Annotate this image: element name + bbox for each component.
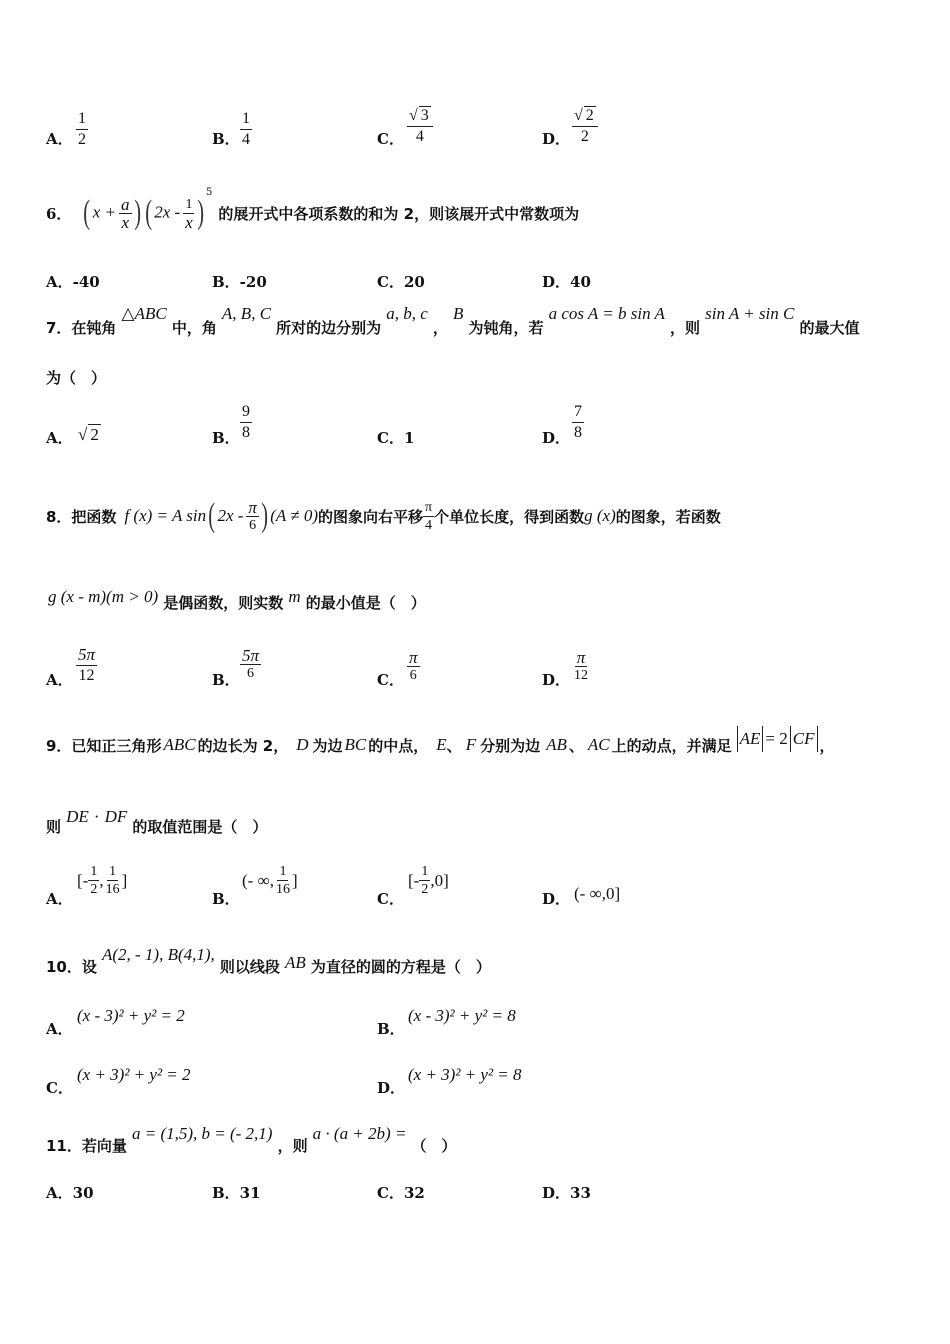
q10-option-c-value: (x + 3)² + y² = 2 xyxy=(77,1065,191,1084)
q8-g-function: g (x) xyxy=(584,506,616,525)
q6-text: 的展开式中各项系数的和为 2，则该展开式中常数项为 xyxy=(218,204,580,223)
q5-option-d-label: D． xyxy=(542,130,571,148)
q5-option-c-label: C． xyxy=(377,130,404,148)
q6-option-d: D．40 xyxy=(542,273,591,291)
question-8-line-2 xyxy=(48,586,426,612)
q8-text-2: 个单位长度，得到函数 xyxy=(434,507,585,526)
q9-text-7: 则 xyxy=(46,818,62,836)
q6-option-b: B．-20 xyxy=(212,273,267,291)
q5-option-b-label: B． xyxy=(212,130,240,148)
q8-option-a-label: A． xyxy=(46,671,73,689)
q7-text-4: 为钝角，若 xyxy=(468,319,544,337)
q9-sep-1: 、 xyxy=(446,736,462,755)
q7-option-b-value: $\frac{9}{8}$ xyxy=(242,403,250,441)
q9-text-6: ， xyxy=(819,736,835,755)
q9-option-b-label: B． xyxy=(212,890,240,908)
q8-text-5: 的最小值是（ ） xyxy=(305,594,426,612)
q9-option-a-label: A． xyxy=(46,890,73,908)
q7-option-d-label: D． xyxy=(542,429,571,447)
q8-option-c-label: C． xyxy=(377,671,404,689)
q9-option-d-value: (- ∞,0] xyxy=(574,884,621,903)
q9-option-d-label: D． xyxy=(542,890,571,908)
q9-option-a-value: [- $\frac{1}{2}$ , $\frac{1}{16}$ ] xyxy=(77,864,128,897)
q11-text-2: （ ） xyxy=(411,1137,457,1155)
q8-m: m xyxy=(288,587,301,606)
q9-text-8: 的取值范围是（ ） xyxy=(132,818,268,836)
q7-option-d-value: $\frac{7}{8}$ xyxy=(574,403,582,441)
q7-angles: A, B, C xyxy=(221,304,272,323)
q9-vector-df: DF xyxy=(104,807,128,826)
q7-option-a-label: A． xyxy=(46,429,73,447)
q9-condition: AE = 2 CF xyxy=(735,726,820,752)
q8-text-4: 是偶函数，则实数 xyxy=(163,594,284,612)
q9-text-2: 为边 xyxy=(312,736,343,755)
q11-option-b: B．31 xyxy=(212,1184,261,1202)
q7-number: 7．在钝角 xyxy=(46,319,117,337)
q8-option-d-value: $\frac{\pi}{12}$ xyxy=(574,648,588,683)
q11-number: 11．若向量 xyxy=(46,1137,127,1155)
q9-vector-de: DE xyxy=(66,807,89,826)
q10-option-b-label: B． xyxy=(377,1020,405,1038)
q9-option-c-value: [- $\frac{1}{2}$ ,0] xyxy=(408,864,449,897)
q9-sep-2: 、 xyxy=(568,736,584,755)
q9-ab: AB xyxy=(546,735,567,754)
q7-text-6: 的最大值 xyxy=(799,319,860,337)
q9-d: D xyxy=(296,735,309,754)
q7-line-2: 为（ ） xyxy=(46,369,107,387)
q8-inner: 2x - xyxy=(217,506,244,525)
q5-option-d-value: $\frac{√ 2}{2}$ xyxy=(572,106,598,146)
q10-option-b-value: (x - 3)² + y² = 8 xyxy=(408,1006,516,1025)
q7-text-2: 所对的边分别为 xyxy=(276,319,382,337)
q8-pi-over-6: $\frac{\pi}{6}$ xyxy=(248,497,257,533)
q10-option-a-label: A． xyxy=(46,1020,73,1038)
q8-number: 8．把函数 xyxy=(46,507,117,526)
q7-target-expr: sin A + sin C xyxy=(705,304,795,323)
question-11 xyxy=(46,1123,457,1155)
q10-option-a-value: (x - 3)² + y² = 2 xyxy=(77,1006,185,1025)
q10-option-c-label: C． xyxy=(46,1079,73,1097)
q9-ac: AC xyxy=(587,735,610,754)
question-7-line-1 xyxy=(46,303,860,337)
q8-shifted-function: g (x - m)(m > 0) xyxy=(48,587,159,606)
q7-condition: a cos A = b sin A xyxy=(548,304,665,323)
q11-expression: a · (a + 2b) = xyxy=(312,1124,407,1143)
q9-dot: · xyxy=(93,807,100,826)
q9-text-3: 的中点， xyxy=(368,736,429,755)
question-9-line-1 xyxy=(46,730,835,760)
q8-option-a-value: $\frac{5\pi}{12}$ xyxy=(78,645,96,684)
q7-text-3: ， xyxy=(432,319,448,337)
q7-option-a-value: √ 2 xyxy=(78,425,99,444)
q10-points: A(2, - 1), B(4,1), xyxy=(101,945,215,964)
q10-option-d-label: D． xyxy=(377,1079,406,1097)
q9-bc: BC xyxy=(344,735,367,754)
q8-text-1: 的图象向右平移 xyxy=(318,507,424,526)
q8-option-b-value: $\frac{5\pi}{6}$ xyxy=(242,646,260,681)
q11-text-1: ，则 xyxy=(277,1137,308,1155)
q9-option-b-value: (- ∞, $\frac{1}{16}$ ] xyxy=(242,864,298,897)
q7-text-5: ，则 xyxy=(670,319,701,337)
q7-angle-b: B xyxy=(452,304,464,323)
q7-text-1: 中，角 xyxy=(171,319,217,337)
q9-number: 9．已知正三角形 xyxy=(46,736,162,755)
q9-option-c-label: C． xyxy=(377,890,404,908)
q10-text-2: 为直径的圆的方程是（ ） xyxy=(310,958,491,976)
q10-text-1: 则以线段 xyxy=(219,958,280,976)
q6-expression: ( x + $\frac{a}{x}$ ) ( 2x - $\frac{1}{x}$ )$^5$ xyxy=(83,187,213,232)
q9-text-5: 上的动点，并满足 xyxy=(611,736,732,755)
q10-option-d-value: (x + 3)² + y² = 8 xyxy=(408,1065,522,1084)
q9-text-4: 分别为边 xyxy=(480,736,541,755)
q6-number: 6． xyxy=(46,204,72,223)
q7-sides: a, b, c xyxy=(386,304,428,323)
q9-f: F xyxy=(465,735,477,754)
question-6 xyxy=(46,188,579,238)
question-9-line-2 xyxy=(46,806,268,836)
q10-ab: AB xyxy=(285,953,306,972)
q5-option-c-value: $\frac{√ 3}{4}$ xyxy=(407,106,433,146)
q7-option-c: C．1 xyxy=(377,429,415,447)
q11-vectors: a = (1,5), b = (- 2,1) xyxy=(131,1124,273,1143)
question-8-line-1: 8．把函数 f (x) = A sin ( 2x - $\frac{\pi}{6}$ ) (A ≠ 0) 的图象向右平移 $\frac{\pi}{4}$ 个单位长度，得到函数 g (x) 的图象，若函数 xyxy=(46,497,721,534)
q8-shift: $\frac{\pi}{4}$ xyxy=(425,499,433,533)
q7-triangle: △ABC xyxy=(121,304,167,323)
q11-option-c: C．32 xyxy=(377,1184,425,1202)
q5-option-b-value: $\frac{1}{4}$ xyxy=(242,110,250,148)
q7-option-b-label: B． xyxy=(212,429,240,447)
q6-option-c: C．20 xyxy=(377,273,425,291)
q8-option-b-label: B． xyxy=(212,671,240,689)
q8-function: f (x) = A sin xyxy=(124,506,207,525)
q8-condition: (A ≠ 0) xyxy=(270,506,318,525)
q8-option-d-label: D． xyxy=(542,671,571,689)
q9-triangle: ABC xyxy=(163,735,196,754)
question-10 xyxy=(46,944,491,976)
q11-option-d: D．33 xyxy=(542,1184,591,1202)
q6-option-a: A．-40 xyxy=(46,273,100,291)
q8-option-c-value: $\frac{\pi}{6}$ xyxy=(409,648,418,683)
q8-text-3: 的图象，若函数 xyxy=(615,507,721,526)
q5-option-a-label: A． xyxy=(46,130,73,148)
q9-e: E xyxy=(436,735,447,754)
q9-text-1: 的边长为 2， xyxy=(197,736,289,755)
q10-number: 10．设 xyxy=(46,958,97,976)
q11-option-a: A．30 xyxy=(46,1184,94,1202)
q5-option-a-value: $\frac{1}{2}$ xyxy=(78,110,86,148)
